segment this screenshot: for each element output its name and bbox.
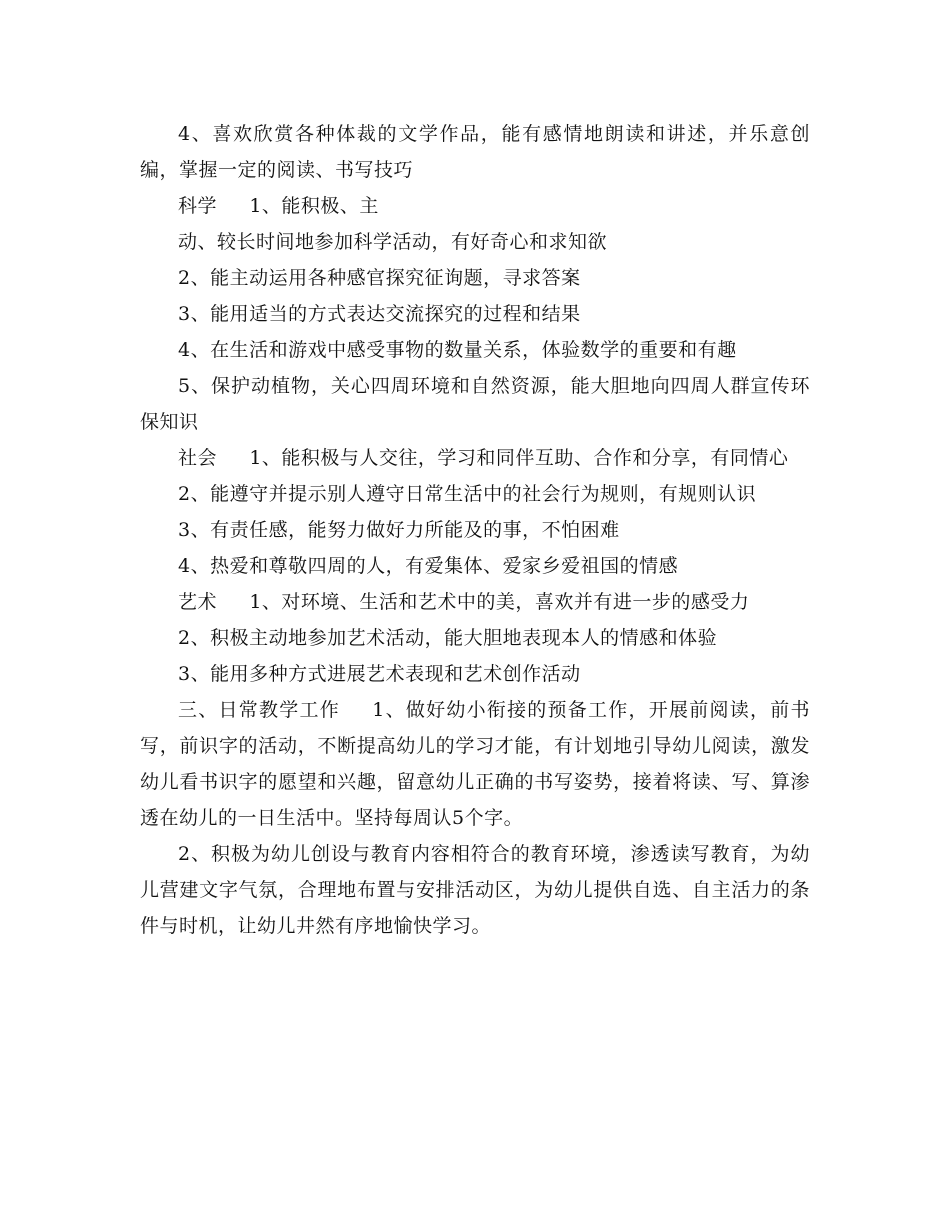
section-label: 社会 [178, 447, 218, 469]
section-label: 科学 [178, 195, 218, 217]
paragraph [140, 584, 810, 620]
section-heading: 三、日常教学工作 [178, 699, 340, 721]
paragraph [140, 332, 810, 368]
paragraph-text: 2、积极为幼儿创设与教育内容相符合的教育环境，渗透读写教育，为幼儿营建文字气氛，合理地布置与安排活动区，为幼儿提供自选、自主活力的条件与时机，让幼儿井然有序地愉快学习。 [140, 843, 810, 937]
paragraph [140, 116, 810, 188]
paragraph [140, 548, 810, 584]
paragraph [140, 440, 810, 476]
paragraph-text: 3、有责任感，能努力做好力所能及的事，不怕困难 [178, 519, 620, 541]
paragraph [140, 188, 810, 224]
paragraph-text: 1、对环境、生活和艺术中的美，喜欢并有进一步的感受力 [249, 591, 750, 613]
paragraph [140, 512, 810, 548]
paragraph [140, 692, 810, 836]
paragraph-text: 5、保护动植物，关心四周环境和自然资源，能大胆地向四周人群宣传环保知识 [140, 375, 810, 433]
paragraph [140, 296, 810, 332]
paragraph-text: 4、在生活和游戏中感受事物的数量关系，体验数学的重要和有趣 [178, 339, 737, 361]
paragraph [140, 656, 810, 692]
paragraph [140, 260, 810, 296]
paragraph-text: 3、能用适当的方式表达交流探究的过程和结果 [178, 303, 581, 325]
document-body [140, 116, 810, 944]
paragraph [140, 836, 810, 944]
paragraph-text: 动、较长时间地参加科学活动，有好奇心和求知欲 [178, 231, 608, 253]
paragraph [140, 368, 810, 440]
paragraph-text: 1、能积极与人交往，学习和同伴互助、合作和分享，有同情心 [249, 447, 789, 469]
paragraph-text: 2、能遵守并提示别人遵守日常生活中的社会行为规则，有规则认识 [178, 483, 757, 505]
paragraph-text: 4、喜欢欣赏各种体裁的文学作品，能有感情地朗读和讲述，并乐意创编，掌握一定的阅读、书写技巧 [140, 123, 810, 181]
paragraph-text: 1、做好幼小衔接的预备工作，开展前阅读，前书写，前识字的活动，不断提高幼儿的学习才能，有计划地引导幼儿阅读，激发幼儿看书识字的愿望和兴趣，留意幼儿正确的书写姿势，接着将读、写、算渗透在幼儿的一日生活中。坚持每周认5个字。 [140, 699, 810, 829]
paragraph-text: 1、能积极、主 [249, 195, 379, 217]
paragraph-text: 3、能用多种方式进展艺术表现和艺术创作活动 [178, 663, 581, 685]
paragraph [140, 476, 810, 512]
paragraph-text: 2、能主动运用各种感官探究征询题，寻求答案 [178, 267, 581, 289]
paragraph-text: 4、热爱和尊敬四周的人，有爱集体、爱家乡爱祖国的情感 [178, 555, 679, 577]
section-label: 艺术 [178, 591, 218, 613]
paragraph [140, 620, 810, 656]
paragraph [140, 224, 810, 260]
paragraph-text: 2、积极主动地参加艺术活动，能大胆地表现本人的情感和体验 [178, 627, 718, 649]
